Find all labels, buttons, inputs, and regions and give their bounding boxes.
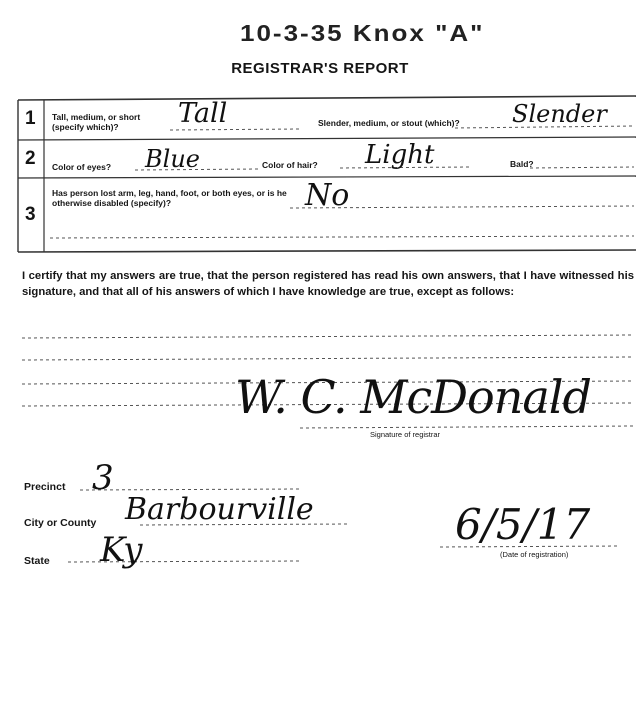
city-county-label: City or County bbox=[24, 517, 97, 529]
height-question: Tall, medium, or short (specify which)? bbox=[52, 112, 141, 132]
city-county-value: Barbourville bbox=[125, 492, 314, 527]
state-label: State bbox=[24, 555, 50, 567]
bald-question: Bald? bbox=[510, 159, 534, 169]
build-answer: Slender bbox=[512, 100, 607, 128]
precinct-value: 3 bbox=[92, 458, 114, 498]
registration-date: 6/5/17 bbox=[455, 500, 591, 549]
height-answer: Tall bbox=[178, 98, 228, 129]
build-question: Slender, medium, or stout (which)? bbox=[318, 118, 460, 128]
certification-statement: I certify that my answers are true, that the person registered has read his own answers, that I have witnessed his signature, and that all of his answers of which I have knowledge are true, except as follows: bbox=[22, 270, 634, 298]
precinct-label: Precinct bbox=[24, 481, 66, 493]
hair-color-answer: Light bbox=[365, 140, 435, 170]
report-title: REGISTRAR'S REPORT bbox=[231, 60, 409, 77]
state-value: Ky bbox=[100, 530, 143, 570]
row-number-1: 1 bbox=[25, 108, 36, 129]
row-number-3: 3 bbox=[25, 204, 36, 225]
date-caption: (Date of registration) bbox=[500, 550, 569, 559]
eye-color-answer: Blue bbox=[145, 145, 200, 173]
hair-color-question: Color of hair? bbox=[262, 160, 318, 170]
registrar-signature: W. C. McDonald bbox=[235, 370, 591, 424]
disability-answer: No bbox=[305, 178, 350, 213]
row-number-2: 2 bbox=[25, 148, 36, 169]
form-code-stamp: 10-3-35 Knox "A" bbox=[240, 19, 485, 47]
signature-caption: Signature of registrar bbox=[370, 430, 441, 439]
disability-question: Has person lost arm, leg, hand, foot, or both eyes, or is he otherwise disabled (specify)? bbox=[52, 188, 287, 208]
eye-color-question: Color of eyes? bbox=[52, 162, 112, 172]
